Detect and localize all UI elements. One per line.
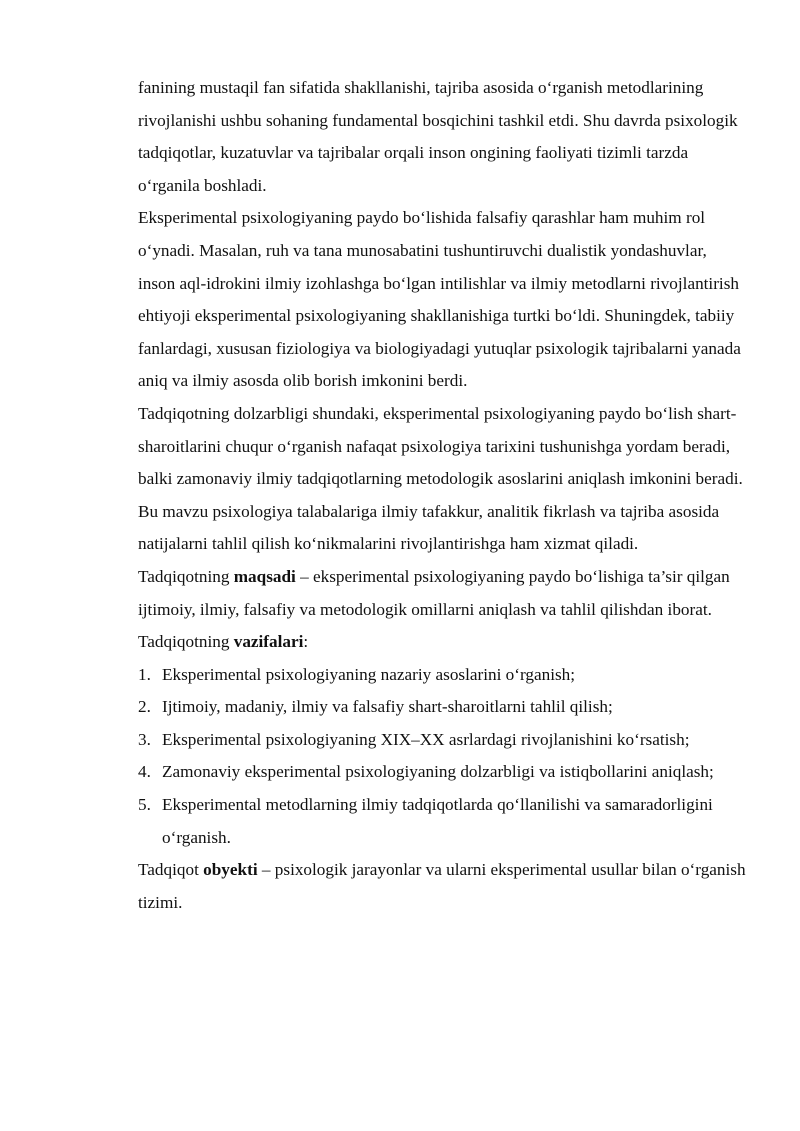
goal-text: – eksperimental psixologiyaning paydo bo‘lishiga ta’sir qilgan ijtimoiy, ilmiy, falsafiy va metodologik omillarni aniqlash va tahlil qilishdan iborat.: [138, 566, 730, 619]
object-prefix: Tadqiqot: [138, 860, 204, 880]
list-item-text: Eksperimental psixologiyaning nazariy asoslarini o‘rganish;: [162, 664, 576, 684]
tasks-bold-term: vazifalari: [233, 632, 304, 652]
list-item-text: Ijtimoiy, madaniy, ilmiy va falsafiy shart-sharoitlarni tahlil qilish;: [162, 697, 613, 717]
list-item: [138, 691, 748, 724]
list-item-text: Eksperimental metodlarning ilmiy tadqiqotlarda qo‘llanilishi va samaradorligini o‘rganish.: [162, 795, 713, 847]
list-item: [138, 724, 748, 757]
paragraph-tasks-heading: [138, 626, 748, 659]
tasks-list: [138, 659, 748, 855]
goal-bold-term: maqsadi: [233, 566, 296, 586]
list-item-text: Zamonaviy eksperimental psixologiyaning dolzarbligi va istiqbollarini aniqlash;: [162, 762, 714, 782]
list-item-number: 4.: [138, 762, 151, 782]
paragraph-object: [138, 854, 748, 919]
tasks-suffix: :: [303, 632, 309, 652]
paragraph-philosophy: Eksperimental psixologiyaning paydo bo‘lishida falsafiy qarashlar ham muhim rol o‘ynadi. Masalan, ruh va tana munosabatini tushuntiruvchi dualistik yondashuvlar, inson aql-idrokini ilmiy izohlashga bo‘lgan intilishlar va ilmiy metodlarni rivojlantirish ehtiyoji eksperimental psixologiyaning shakllanishiga turtki bo‘ldi. Shuningdek, tabiiy fanlardagi, xususan fiziologiya va biologiyadagi yutuqlar psixologik tajribalarni yanada aniq va ilmiy asosda olib borish imkonini berdi.: [138, 208, 741, 391]
object-bold-term: obyekti: [203, 860, 258, 880]
goal-prefix: Tadqiqotning: [138, 566, 234, 586]
list-item: [138, 659, 748, 692]
list-item-number: 2.: [138, 697, 151, 717]
object-text: – psixologik jarayonlar va ularni eksperimental usullar bilan o‘rganish tizimi.: [138, 860, 746, 912]
list-item-number: 1.: [138, 664, 151, 684]
list-item-text: Eksperimental psixologiyaning XIX–XX asrlardagi rivojlanishini ko‘rsatish;: [162, 729, 690, 749]
paragraph-relevance: Tadqiqotning dolzarbligi shundaki, eksperimental psixologiyaning paydo bo‘lish shart-sharoitlarini chuqur o‘rganish nafaqat psixologiya tarixini tushunishga yordam beradi, balki zamonaviy ilmiy tadqiqotlarning metodologik asoslarini aniqlash imkonini beradi. Bu mavzu psixologiya talabalariga ilmiy tafakkur, analitik fikrlash va tajriba asosida natijalarni tahlil qilish ko‘nikmalarini rivojlantirishga ham xizmat qiladi.: [138, 403, 743, 554]
tasks-prefix: Tadqiqotning: [138, 632, 234, 652]
list-item: [138, 789, 748, 854]
list-item-number: 3.: [138, 729, 151, 749]
paragraph-intro: fanining mustaqil fan sifatida shakllanishi, tajriba asosida o‘rganish metodlarining rivojlanishi ushbu sohaning fundamental bosqichini tashkil etdi. Shu davrda psixologik tadqiqotlar, kuzatuvlar va tajribalar orqali inson ongining faoliyati tizimli tarzda o‘rganila boshladi.: [138, 78, 738, 195]
list-item-number: 5.: [138, 795, 151, 815]
paragraph-goal: [138, 561, 748, 626]
list-item: [138, 756, 748, 789]
